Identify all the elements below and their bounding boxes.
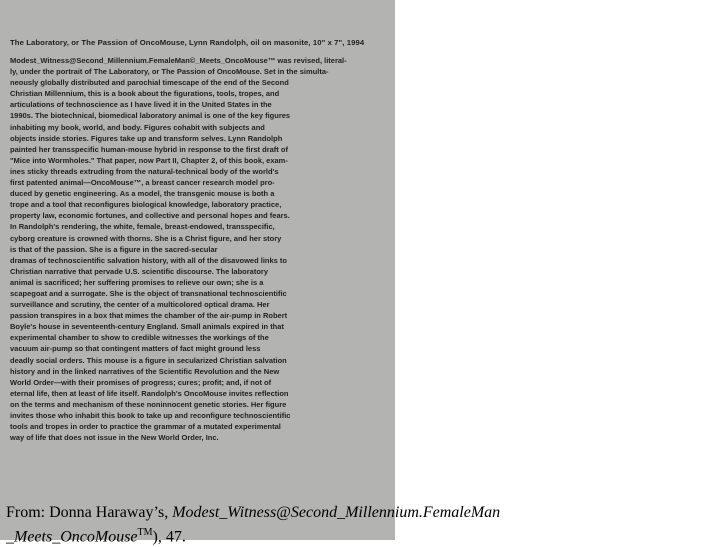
scan-line: trope and a tool that reconfigures biological knowledge, laboratory practice, [10, 200, 282, 210]
scan-line: Modest_Witness@Second_Millennium.FemaleMan©_Meets_OncoMouse™ was revised, literal- [10, 56, 347, 65]
scan-line: experimental chamber to show to credible witnesses the workings of the [10, 333, 269, 343]
scan-line: duced by genetic engineering. As a model, the transgenic mouse is both a [10, 189, 275, 199]
scan-line: invites those who inhabit this book to take up and reconfigure technoscientific [10, 411, 291, 420]
scan-line: cyborg creature is crowned with thorns. She is a Christ figure, and her story [10, 233, 282, 243]
caption-book-title-2: _Meets_OncoMouse [6, 528, 138, 546]
scan-line: Christian Millennium, this is a book about the figurations, tools, tropes, and [10, 89, 280, 99]
scan-line: tools and tropes in order to practice the grammar of a mutated experimental [10, 422, 281, 432]
caption-suffix: ), 47. [152, 528, 186, 546]
scan-line: surveillance and scrutiny, the center of a multicolored optical drama. Her [10, 300, 270, 310]
scan-line: 1990s. The biotechnical, biomedical laboratory animal is one of the key figures [10, 111, 291, 121]
scanned-text-body [10, 55, 385, 443]
scan-line: on the terms and mechanism of these noninnocent genetic stories. Her figure [10, 399, 287, 409]
scan-line: first patented animal—OncoMouse™, a breast cancer research model pro- [10, 178, 275, 188]
scan-line: "Mice into Wormholes." That paper, now Part II, Chapter 2, of this book, exam- [10, 155, 288, 165]
caption-prefix: From: Donna Haraway’s, [6, 504, 173, 521]
scan-line: In Randolph's rendering, the white, female, breast-endowed, transspecific, [10, 222, 275, 232]
scan-line: eternal life, then at least of life itself. Randolph's OncoMouse invites reflection [10, 388, 289, 398]
scan-line: objects inside stories. Figures take up and transform selves. Lynn Randolph [10, 133, 283, 143]
scan-line: inhabiting my book, world, and body. Figures cohabit with subjects and [10, 122, 265, 132]
scan-line: scapegoat and a surrogate. She is the object of transnational technoscientific [10, 288, 287, 298]
scan-line: Christian narrative that pervade U.S. scientific discourse. The laboratory [10, 266, 268, 276]
scan-line: articulations of technoscience as I have lived it in the United States in the [10, 100, 272, 110]
scan-line: dramas of technoscientific salvation history, with all of the disavowed links to [10, 255, 288, 265]
source-caption [6, 503, 706, 547]
caption-trademark: TM [137, 527, 153, 538]
scan-line: deadly social orders. This mouse is a figure in secularized Christian salvation [10, 355, 287, 365]
painting-caption: The Laboratory, or The Passion of OncoMouse, Lynn Randolph, oil on masonite, 10" x 7", 1994 [10, 38, 365, 47]
scan-line: way of life that does not issue in the New World Order, Inc. [10, 433, 219, 443]
scan-line: history and in the linked narratives of the Scientific Revolution and the New [10, 366, 280, 376]
scan-line: is that of the passion. She is a figure in the sacred-secular [10, 244, 218, 254]
caption-book-title-1: Modest_Witness@Second_Millennium.FemaleMan [172, 504, 501, 521]
scan-line: ines sticky threads extruding from the natural-technical body of the world's [10, 166, 279, 176]
scan-line: neously globally distributed and parochial timescape of the end of the Second [10, 78, 289, 88]
scan-line: vacuum air-pump so that contingent matters of fact might ground less [10, 344, 261, 354]
scan-line: animal is sacrificed; her suffering promises to relieve our own; she is a [10, 277, 264, 287]
scan-line: painted her transspecific human-mouse hybrid in response to the first draft of [10, 144, 288, 154]
scan-line: passion transpires in a box that mimes the chamber of the air-pump in Robert [10, 311, 288, 321]
scan-line: ly, under the portrait of The Laboratory, or The Passion of OncoMouse. Set in the simulta- [10, 67, 329, 77]
scan-line: property law, economic fortunes, and collective and personal hopes and fears. [10, 211, 290, 221]
scan-line: World Order—with their promises of progress; cures; profit; and, if not of [10, 377, 272, 387]
scan-line: Boyle's house in seventeenth-century England. Small animals expired in that [10, 322, 284, 332]
